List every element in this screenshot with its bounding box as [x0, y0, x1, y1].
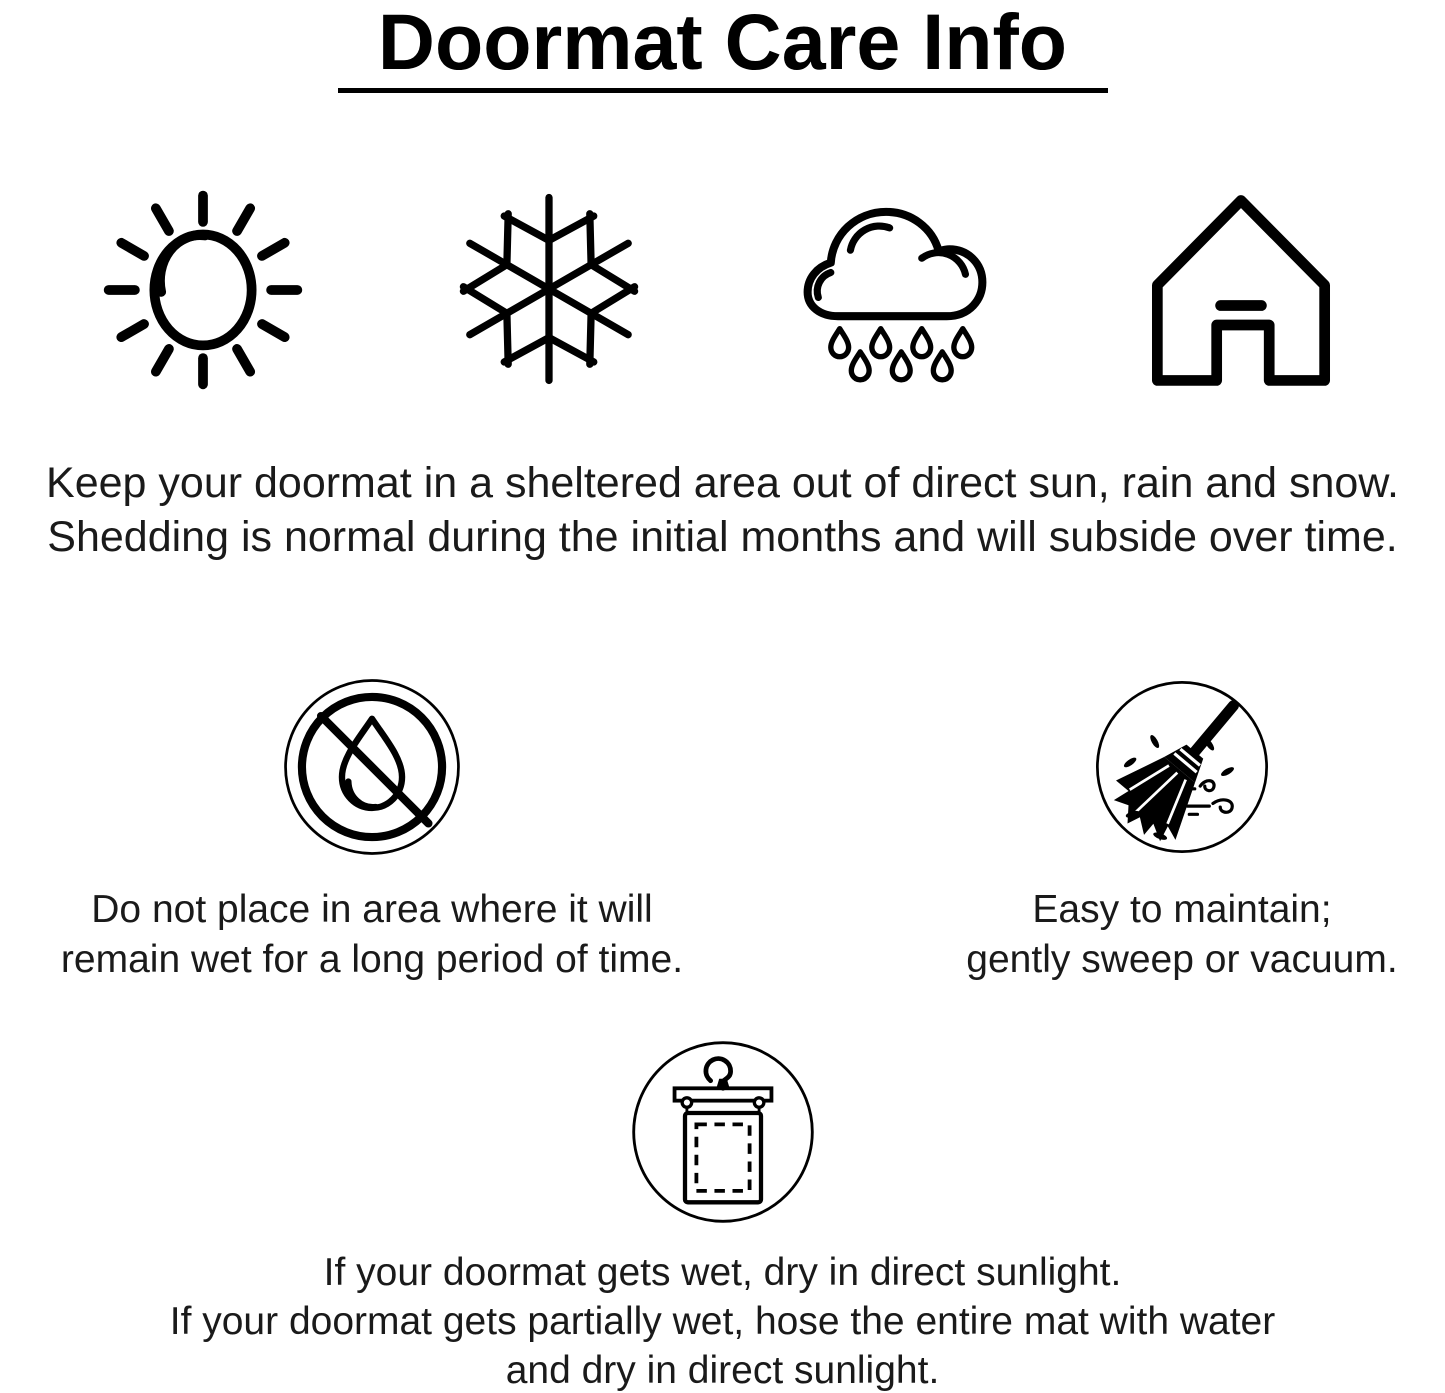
wet-warning-section: [12, 676, 732, 985]
wet-warning-caption: [12, 885, 732, 985]
title-underline: [338, 88, 1108, 93]
maintenance-line-1: Easy to maintain;: [1032, 888, 1332, 931]
snowflake-icon: [442, 182, 656, 396]
no-water-icon: [281, 676, 463, 858]
house-icon: [1134, 182, 1348, 396]
intro-line-2: Shedding is normal during the initial months and will subside over time.: [47, 513, 1398, 561]
weather-icons-row: [96, 182, 1348, 396]
intro-line-1: Keep your doormat in a sheltered area out of direct sun, rain and snow.: [46, 459, 1399, 507]
drying-line-2: If your doormat gets partially wet, hose the entire mat with water: [169, 1300, 1276, 1343]
drying-section: [0, 1037, 1445, 1393]
wet-warning-line-1: Do not place in area where it will: [91, 888, 653, 931]
sun-icon: [96, 182, 310, 396]
maintenance-line-2: gently sweep or vacuum.: [966, 938, 1398, 981]
maintenance-caption: [952, 885, 1412, 985]
hanging-mat-icon: [628, 1037, 818, 1227]
drying-caption: [0, 1248, 1445, 1393]
intro-text: [0, 456, 1445, 564]
maintenance-section: [952, 676, 1412, 985]
drying-line-1: If your doormat gets wet, dry in direct sunlight.: [323, 1251, 1122, 1294]
drying-line-3: and dry in direct sunlight.: [505, 1349, 940, 1392]
wet-warning-line-2: remain wet for a long period of time.: [60, 938, 684, 981]
title-block: [0, 0, 1445, 93]
rain-cloud-icon: [788, 182, 1002, 396]
broom-sweep-icon: [1091, 676, 1273, 858]
page-title: Doormat Care Info: [377, 0, 1068, 86]
